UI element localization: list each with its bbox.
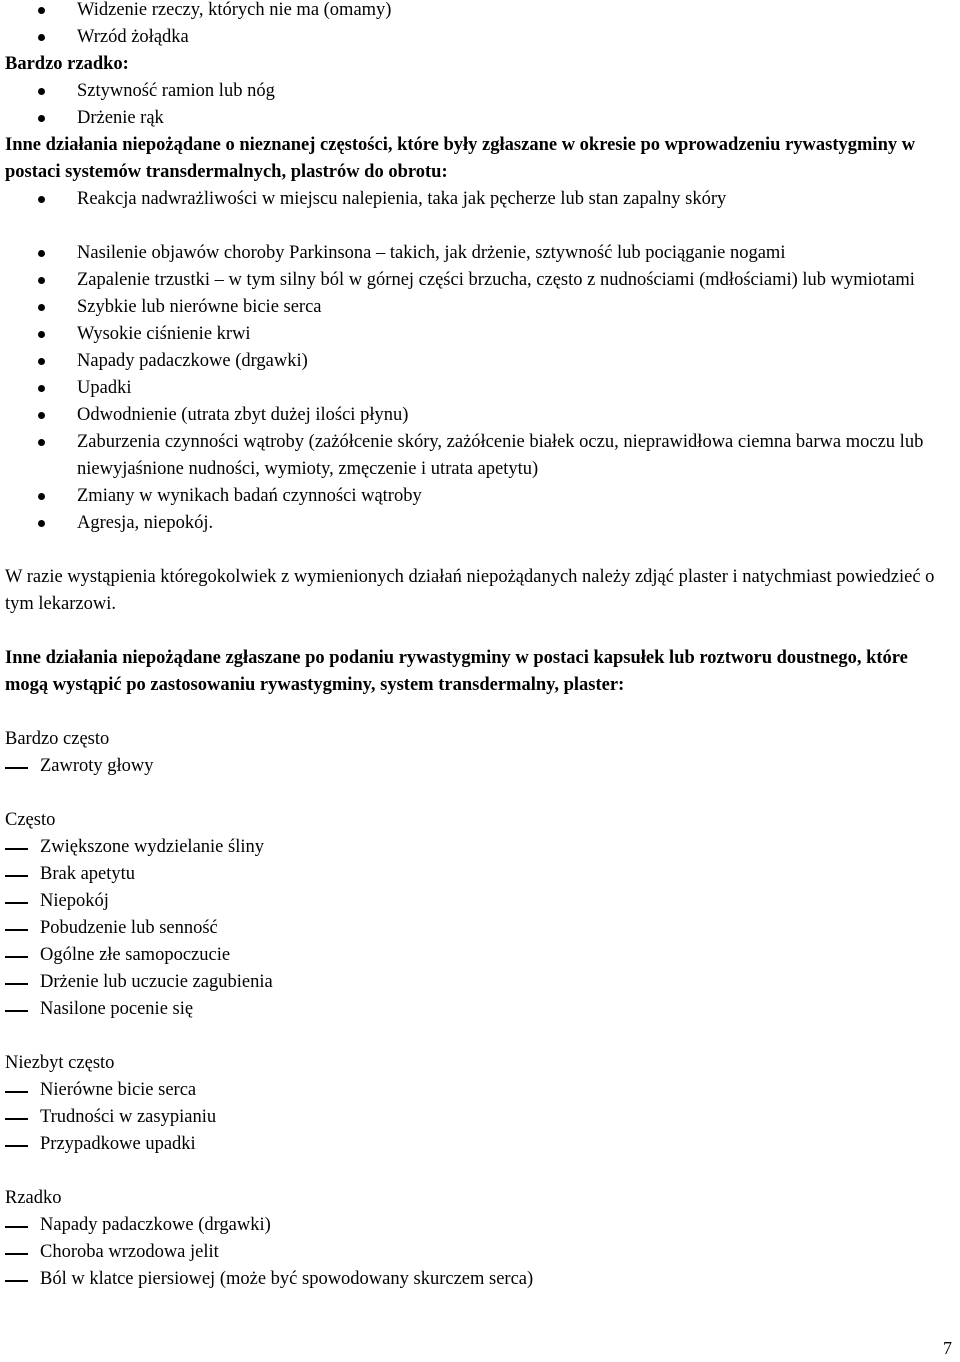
list-item: Przypadkowe upadki (5, 1131, 950, 1158)
list-item: Upadki (5, 375, 950, 402)
list-item: Ból w klatce piersiowej (może być spowodowany skurczem serca) (5, 1266, 950, 1293)
list-item: Pobudzenie lub senność (5, 915, 950, 942)
list-item: Napady padaczkowe (drgawki) (5, 348, 950, 375)
list-item: Nierówne bicie serca (5, 1077, 950, 1104)
list-item: Drżenie lub uczucie zagubienia (5, 969, 950, 996)
list-item: Widzenie rzeczy, których nie ma (omamy) (5, 0, 950, 24)
frequency-heading: Niezbyt często (5, 1053, 115, 1073)
list-item: Wysokie ciśnienie krwi (5, 321, 950, 348)
document-page (5, 0, 950, 1293)
list-item: Odwodnienie (utrata zbyt dużej ilości płynu) (5, 402, 950, 429)
list-item: Zapalenie trzustki – w tym silny ból w górnej części brzucha, często z nudnościami (mdłościami) lub wymiotami (5, 267, 950, 294)
list-item: Niepokój (5, 888, 950, 915)
list-item: Wrzód żołądka (5, 24, 950, 51)
list-item: Zmiany w wynikach badań czynności wątroby (5, 483, 950, 510)
page-number: 7 (943, 1338, 952, 1358)
frequency-heading: Często (5, 810, 56, 830)
list-item: Trudności w zasypianiu (5, 1104, 950, 1131)
list-item: Zaburzenia czynności wątroby (zażółcenie skóry, zażółcenie białek oczu, nieprawidłowa ciemna barwa moczu lub niewyjaśnione nudności, wymioty, zmęczenie i utrata apetytu) (5, 429, 950, 483)
frequency-heading: Bardzo często (5, 729, 110, 749)
list-item: Sztywność ramion lub nóg (5, 78, 950, 105)
advice-paragraph: W razie wystąpienia któregokolwiek z wymienionych działań niepożądanych należy zdjąć plaster i natychmiast powiedzieć o tym lekarzowi. (5, 567, 935, 614)
list-item: Reakcja nadwrażliwości w miejscu nalepienia, taka jak pęcherze lub stan zapalny skóry (5, 186, 950, 213)
list-item: Choroba wrzodowa jelit (5, 1239, 950, 1266)
section-heading-capsules: Inne działania niepożądane zgłaszane po podaniu rywastygminy w postaci kapsułek lub roztworu doustnego, które mogą wystąpić po zastosowaniu rywastygminy, system transdermalny, plaster: (5, 648, 908, 695)
list-item: Drżenie rąk (5, 105, 950, 132)
frequency-heading: Rzadko (5, 1188, 62, 1208)
list-item: Nasilenie objawów choroby Parkinsona – takich, jak drżenie, sztywność lub pociąganie nogami (5, 240, 950, 267)
list-item: Zawroty głowy (5, 753, 950, 780)
section-heading-very-rare: Bardzo rzadko: (5, 54, 129, 74)
list-item: Nasilone pocenie się (5, 996, 950, 1023)
list-item: Brak apetytu (5, 861, 950, 888)
list-item: Ogólne złe samopoczucie (5, 942, 950, 969)
list-item: Zwiększone wydzielanie śliny (5, 834, 950, 861)
list-item: Szybkie lub nierówne bicie serca (5, 294, 950, 321)
list-item: Agresja, niepokój. (5, 510, 950, 537)
section-heading-unknown-frequency: Inne działania niepożądane o nieznanej częstości, które były zgłaszane w okresie po wprowadzeniu rywastygminy w postaci systemów transdermalnych, plastrów do obrotu: (5, 135, 916, 182)
list-item: Napady padaczkowe (drgawki) (5, 1212, 950, 1239)
